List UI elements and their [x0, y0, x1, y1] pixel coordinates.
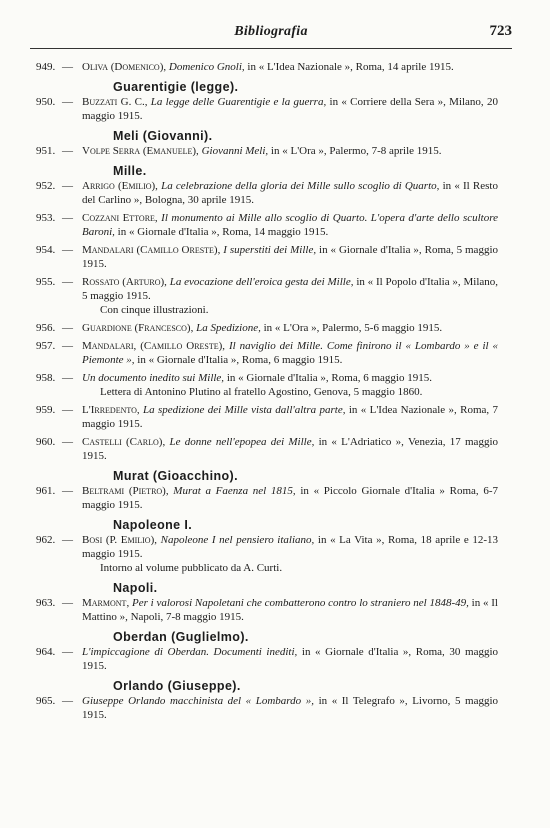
entry-dash: —	[62, 276, 73, 288]
entry-number: 957.	[36, 340, 56, 352]
section-heading: Orlando (Giuseppe).	[113, 679, 241, 693]
entry-title: La celebrazione della gloria dei Mille sullo scoglio di Quarto,	[161, 180, 440, 192]
entry-author: Volpe Serra (Emanuele),	[82, 145, 199, 157]
entry-title: Domenico Gnoli,	[168, 61, 245, 73]
section-heading: Meli (Giovanni).	[113, 129, 213, 143]
entry-number: 951.	[36, 145, 56, 157]
entry-dash: —	[62, 485, 73, 497]
entry-dash: —	[62, 322, 73, 334]
entry-number: 952.	[36, 180, 56, 192]
entry-952	[36, 179, 498, 207]
entry-number: 964.	[36, 646, 56, 658]
entry-title: Giovanni Meli,	[201, 145, 269, 157]
entry-954	[36, 243, 498, 271]
entry-title: Murat a Faenza nel 1815,	[173, 485, 296, 497]
entry-source: in « L'Idea Nazionale », Roma, 14 aprile 1915.	[247, 61, 454, 73]
entry-959	[36, 403, 498, 431]
entry-author: Oliva (Domenico),	[82, 61, 167, 73]
entry-dash: —	[62, 244, 73, 256]
section-heading: Guarentigie (legge).	[113, 80, 239, 94]
entry-950	[36, 95, 498, 123]
entry-number: 954.	[36, 244, 56, 256]
entry-number: 963.	[36, 597, 56, 609]
entry-author: Bosi (P. Emilio),	[82, 534, 157, 546]
entry-title: Il monumento ai Mille allo scoglio di Quarto. L'opera d'arte dello scultore Baroni,	[82, 212, 498, 238]
entry-author: Beltrami (Pietro),	[82, 485, 169, 497]
entry-title: Un documento inedito sui Mille,	[82, 372, 225, 384]
entry-number: 953.	[36, 212, 56, 224]
entry-958	[36, 371, 498, 399]
entry-number: 950.	[36, 96, 56, 108]
entry-title: Per i valorosi Napoletani che combatterono contro lo straniero nel 1848-49,	[131, 597, 469, 609]
entry-title: La spedizione dei Mille vista dall'altra parte,	[143, 404, 346, 416]
entry-dash: —	[62, 372, 73, 384]
entry-965	[36, 694, 498, 722]
entry-dash: —	[62, 597, 73, 609]
entry-number: 962.	[36, 534, 56, 546]
entry-number: 955.	[36, 276, 56, 288]
entry-dash: —	[62, 646, 73, 658]
entry-title: Le donne nell'epopea dei Mille,	[169, 436, 315, 448]
entry-dash: —	[62, 180, 73, 192]
entry-source: in « Giornale d'Italia », Roma, 5 maggio 1915.	[82, 244, 498, 270]
entry-source: in « Giornale d'Italia », Roma, 6 maggio 1915.	[137, 354, 343, 366]
entry-note: Con cinque illustrazioni.	[100, 304, 209, 316]
section-heading: Napoli.	[113, 581, 158, 595]
entry-source: in « Il Resto del Carlino », Bologna, 30 aprile 1915.	[82, 180, 498, 206]
entry-963	[36, 596, 498, 624]
entry-author: Marmont,	[82, 597, 130, 609]
entry-title: La evocazione dell'eroica gesta dei Mille,	[169, 276, 354, 288]
section-heading: Mille.	[113, 164, 147, 178]
entry-author: Buzzati G. C.,	[82, 96, 148, 108]
entry-dash: —	[62, 61, 73, 73]
entry-title: Il naviglio dei Mille. Come finirono il « Lombardo » e il « Piemonte »,	[82, 340, 499, 366]
entry-dash: —	[62, 404, 73, 416]
entry-author: Guardione (Francesco),	[82, 322, 194, 334]
entry-number: 960.	[36, 436, 56, 448]
entry-source: in « L'Ora », Palermo, 7-8 aprile 1915.	[270, 145, 442, 157]
entry-author: Mandalari, (Camillo Oreste),	[82, 340, 226, 352]
entry-962	[36, 533, 498, 575]
entry-dash: —	[62, 695, 73, 707]
entry-source: in « Il Telegrafo », Livorno, 5 maggio 1915.	[82, 695, 499, 721]
running-header	[30, 22, 512, 49]
entry-number: 956.	[36, 322, 56, 334]
entry-note: Intorno al volume pubblicato da A. Curti.	[100, 562, 283, 574]
entry-source: in « Giornale d'Italia », Roma, 30 maggio 1915.	[82, 646, 499, 672]
section-heading: Oberdan (Guglielmo).	[113, 630, 249, 644]
entry-title: Napoleone I nel pensiero italiano,	[160, 534, 315, 546]
entry-number: 949.	[36, 61, 56, 73]
entry-author: L'Irredento,	[82, 404, 140, 416]
running-title: Bibliografia	[234, 24, 308, 39]
entry-source: in « Piccolo Giornale d'Italia » Roma, 6-7 maggio 1915.	[82, 485, 498, 511]
entry-956	[36, 321, 498, 335]
entry-source: in « L'Ora », Palermo, 5-6 maggio 1915.	[263, 322, 443, 334]
entry-title: L'impiccagione di Oberdan. Documenti inediti,	[82, 646, 298, 658]
entry-author: Castelli (Carlo),	[82, 436, 166, 448]
entry-source: in « Il Mattino », Napoli, 7-8 maggio 1915.	[82, 597, 498, 623]
entry-note: Lettera di Antonino Plutino al fratello Agostino, Genova, 5 maggio 1860.	[100, 386, 423, 398]
entry-dash: —	[62, 436, 73, 448]
entry-source: in « L'Adriatico », Venezia, 17 maggio 1915.	[82, 436, 498, 462]
entry-source: in « Il Popolo d'Italia », Milano, 5 maggio 1915.	[82, 276, 499, 302]
entry-dash: —	[62, 340, 73, 352]
entry-author: Cozzani Ettore,	[82, 212, 158, 224]
section-heading: Murat (Gioacchino).	[113, 469, 238, 483]
entry-961	[36, 484, 498, 512]
entry-number: 958.	[36, 372, 56, 384]
entry-author: Rossato (Arturo),	[82, 276, 167, 288]
entry-dash: —	[62, 534, 73, 546]
entry-source: in « Giornale d'Italia », Roma, 14 maggio 1915.	[117, 226, 329, 238]
entry-number: 965.	[36, 695, 56, 707]
entry-source: in « La Vita », Roma, 18 aprile e 12-13 maggio 1915.	[82, 534, 499, 560]
entry-dash: —	[62, 212, 73, 224]
entry-960	[36, 435, 498, 463]
entry-author: Arrigo (Emilio),	[82, 180, 158, 192]
entry-dash: —	[62, 145, 73, 157]
entry-title: La Spedizione,	[196, 322, 261, 334]
entry-dash: —	[62, 96, 73, 108]
entry-number: 961.	[36, 485, 56, 497]
section-heading: Napoleone I.	[113, 518, 193, 532]
entry-957	[36, 339, 498, 367]
entry-author: Mandalari (Camillo Oreste),	[82, 244, 221, 256]
entry-949	[36, 60, 498, 74]
entry-title: La legge delle Guarentigie e la guerra,	[150, 96, 327, 108]
entry-964	[36, 645, 498, 673]
entry-source: in « Giornale d'Italia », Roma, 6 maggio 1915.	[226, 372, 432, 384]
entry-955	[36, 275, 498, 317]
entry-title: I superstiti dei Mille,	[223, 244, 317, 256]
entry-number: 959.	[36, 404, 56, 416]
entry-source: in « Corriere della Sera », Milano, 20 maggio 1915.	[82, 96, 498, 122]
entry-title: Giuseppe Orlando macchinista del « Lombardo »,	[82, 695, 314, 707]
entry-951	[36, 144, 498, 158]
bibliography-list	[36, 60, 498, 726]
page-number: 723	[489, 23, 512, 39]
entry-953	[36, 211, 498, 239]
entry-source: in « L'Idea Nazionale », Roma, 7 maggio 1915.	[82, 404, 499, 430]
